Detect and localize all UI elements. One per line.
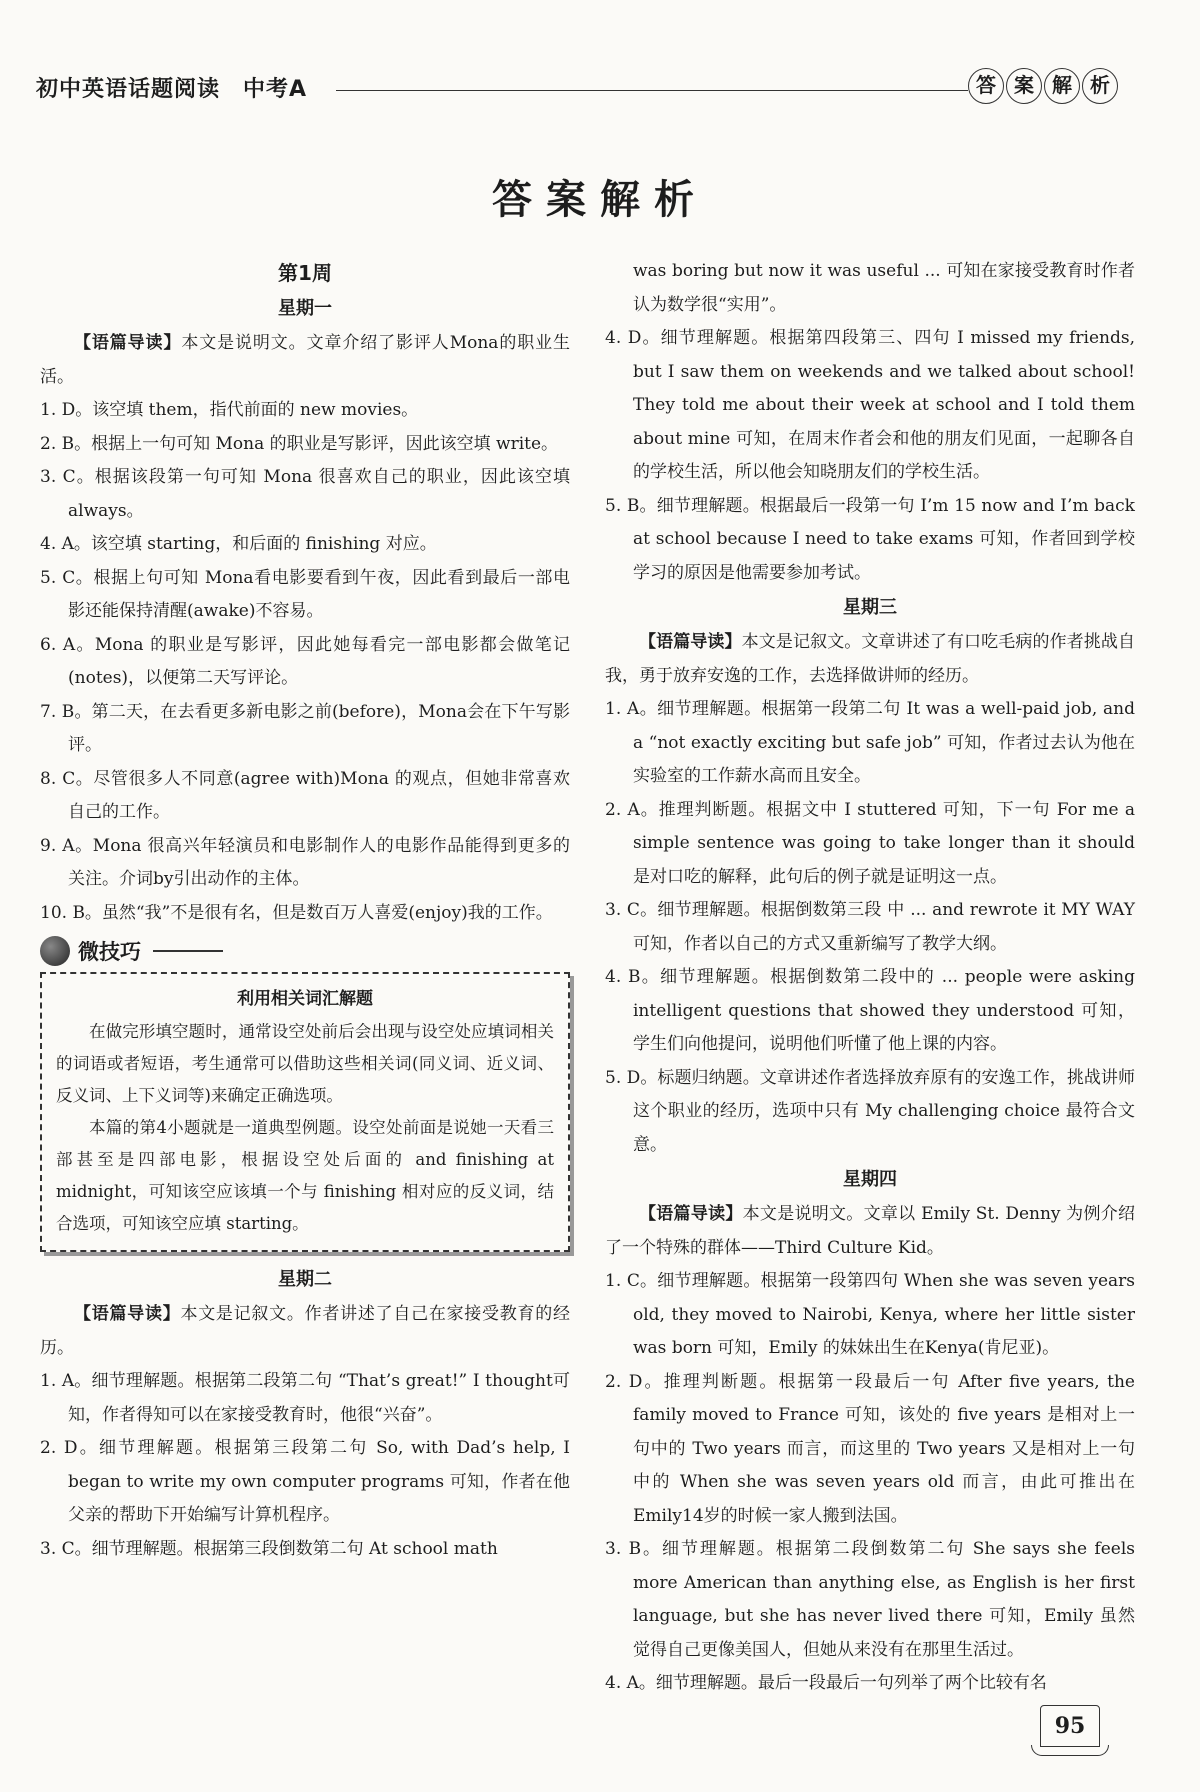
tip-badge [40, 936, 570, 966]
answer-item: 2. B。根据上一句可知 Mona 的职业是写影评，因此该空填 write。 [40, 433, 559, 454]
header-rule [336, 90, 968, 91]
answer-item: 1. D。该空填 them，指代前面的 new movies。 [40, 400, 419, 420]
badge-char: 解 [1044, 68, 1080, 104]
answer-item: 4. A。细节理解题。最后一段最后一句列举了两个比较有名 [605, 1673, 1047, 1693]
page-number: 95 [1040, 1705, 1100, 1747]
answer-item: 3. C。根据该段第一句可知 Mona 很喜欢自己的职业，因此该空填always。 [40, 467, 570, 521]
answer-item: 1. C。细节理解题。根据第一段第四句 When she was seven years old, they moved to Nairobi, Kenya, where her little sister was born 可知，Emily 的妹妹出生在Kenya(肯尼亚)。 [605, 1271, 1135, 1358]
guide-text: 本文是说明文。文章以 Emily St. Denny 为例介绍了一个特殊的群体——Third Culture Kid。 [605, 1204, 1136, 1258]
day-heading: 星期三 [843, 597, 897, 618]
right-column [605, 255, 1135, 1701]
answer-item: 7. B。第二天，在去看更多新电影之前(before)，Mona会在下午写影评。 [40, 701, 570, 755]
page-header [36, 68, 1118, 108]
answer-item: 5. C。根据上句可知 Mona看电影要看到午夜，因此看到最后一部电影还能保持清醒(awake)不容易。 [40, 567, 570, 621]
reading-guide [40, 1298, 570, 1365]
answer-item: 4. B。细节理解题。根据倒数第二段中的 ... people were asking intelligent questions that showed they understood 可知，学生们向他提问，说明他们听懂了他上课的内容。 [605, 967, 1135, 1054]
day-heading: 星期四 [843, 1169, 897, 1190]
badge-char: 答 [968, 68, 1004, 104]
week-heading: 第1周 [278, 261, 332, 285]
day-heading: 星期二 [278, 1269, 332, 1290]
answer-item: 3. C。细节理解题。根据倒数第三段 中 ... and rewrote it MY WAY 可知，作者以自己的方式又重新编写了教学大纲。 [605, 900, 1135, 954]
answer-item: 4. D。细节理解题。根据第四段第三、四句 I missed my friends, but I saw them on weekends and we talked about school! They told me about their week at school and I told them about mine 可知，在周末作者会和他的朋友们见面，一起聊各自的学校生活，所以他会知晓朋友们的学校生活。 [605, 328, 1135, 482]
answer-item: 4. A。该空填 starting，和后面的 finishing 对应。 [40, 534, 437, 554]
answer-item: 9. A。Mona 很高兴年轻演员和电影制作人的电影作品能得到更多的关注。介词by引出动作的主体。 [40, 835, 570, 889]
reading-guide [605, 1198, 1135, 1265]
answer-item: 6. A。Mona 的职业是写影评，因此她每看完一部电影都会做笔记(notes)，以便第二天写评论。 [40, 634, 570, 688]
tip-paragraph: 本篇的第4小题就是一道典型例题。设空处前面是说她一天看三部甚至是四部电影，根据设空处后面的 and finishing at midnight，可知该空应该填一个与 finishing 相对应的反义词，结合选项，可知该空应填 starting。 [56, 1118, 554, 1233]
answer-item: 5. D。标题归纳题。文章讲述作者选择放弃原有的安逸工作，挑战讲师这个职业的经历，选项中只有 My challenging choice 最符合文意。 [605, 1067, 1135, 1155]
guide-text: 本文是说明文。文章介绍了影评人Mona的职业生活。 [40, 333, 570, 387]
answer-item: 1. A。细节理解题。根据第一段第二句 It was a well-paid job, and a “not exactly exciting but safe job” 可知，作者过去认为他在实验室的工作薪水高而且安全。 [605, 699, 1135, 786]
answer-item: 8. C。尽管很多人不同意(agree with)Mona 的观点，但她非常喜欢自己的工作。 [40, 768, 570, 822]
answer-item: 2. A。推理判断题。根据文中 I stuttered 可知，下一句 For me a simple sentence was going to take longer than it should 是对口吃的解释，此句后的例子就是证明这一点。 [605, 799, 1135, 887]
tip-title: 利用相关词汇解题 [237, 989, 373, 1009]
guide-tag: 【语篇导读】 [74, 1304, 181, 1324]
reading-guide [605, 626, 1135, 693]
tip-box [40, 972, 570, 1252]
answer-item: 3. C。细节理解题。根据第三段倒数第二句 At school math [40, 1538, 498, 1559]
answer-continuation: was boring but now it was useful ... 可知在家接受教育时作者认为数学很“实用”。 [633, 261, 1135, 315]
page-title: 答案解析 [492, 177, 708, 223]
answer-item: 2. D。细节理解题。根据第三段第二句 So, with Dad’s help, I began to write my own computer programs 可知，作者在他父亲的帮助下开始编写计算机程序。 [40, 1438, 570, 1525]
guide-tag: 【语篇导读】 [639, 1204, 743, 1224]
guide-text: 本文是记叙文。作者讲述了自己在家接受教育的经历。 [40, 1304, 571, 1358]
badge-char: 析 [1082, 68, 1118, 104]
section-badge [968, 68, 1118, 104]
guide-tag: 【语篇导读】 [639, 632, 742, 652]
tip-paragraph: 在做完形填空题时，通常设空处前后会出现与设空处应填词相关的词语或者短语，考生通常可以借助这些相关词(同义词、近义词、反义词、上下义词等)来确定正确选项。 [56, 1022, 554, 1105]
answer-item: 1. A。细节理解题。根据第二段第二句 “That’s great!” I thought可知，作者得知可以在家接受教育时，他很“兴奋”。 [40, 1371, 570, 1425]
answer-item: 3. B。细节理解题。根据第二段倒数第二句 She says she feels more American than anything else, as English is her first language, but she has never lived there 可知，Emily 虽然觉得自己更像美国人，但她从来没有在那里生活过。 [605, 1539, 1135, 1660]
left-column [40, 255, 570, 1566]
book-title: 初中英语话题阅读 中考A [36, 77, 308, 102]
tip-badge-rule [153, 950, 223, 952]
answer-item: 5. B。细节理解题。根据最后一段第一句 I’m 15 now and I’m back at school because I need to take exams 可知，作者回到学校学习的原因是他需要参加考试。 [605, 495, 1135, 583]
answer-item: 2. D。推理判断题。根据第一段最后一句 After five years, the family moved to France 可知，该处的 five years 是相对上一句中的 Two years 而言，而这里的 Two years 又是相对上一句中的 When she was seven years old 而言，由此可推出在Emily14岁的时候一家人搬到法国。 [605, 1371, 1135, 1526]
tip-dot-icon [40, 936, 70, 966]
guide-text: 本文是记叙文。文章讲述了有口吃毛病的作者挑战自我，勇于放弃安逸的工作，去选择做讲师的经历。 [605, 632, 1136, 686]
reading-guide [40, 327, 570, 394]
answer-item: 10. B。虽然“我”不是很有名，但是数百万人喜爱(enjoy)我的工作。 [40, 902, 553, 923]
badge-char: 案 [1006, 68, 1042, 104]
day-heading: 星期一 [278, 298, 332, 319]
guide-tag: 【语篇导读】 [74, 333, 182, 353]
tip-badge-label: 微技巧 [78, 940, 141, 964]
